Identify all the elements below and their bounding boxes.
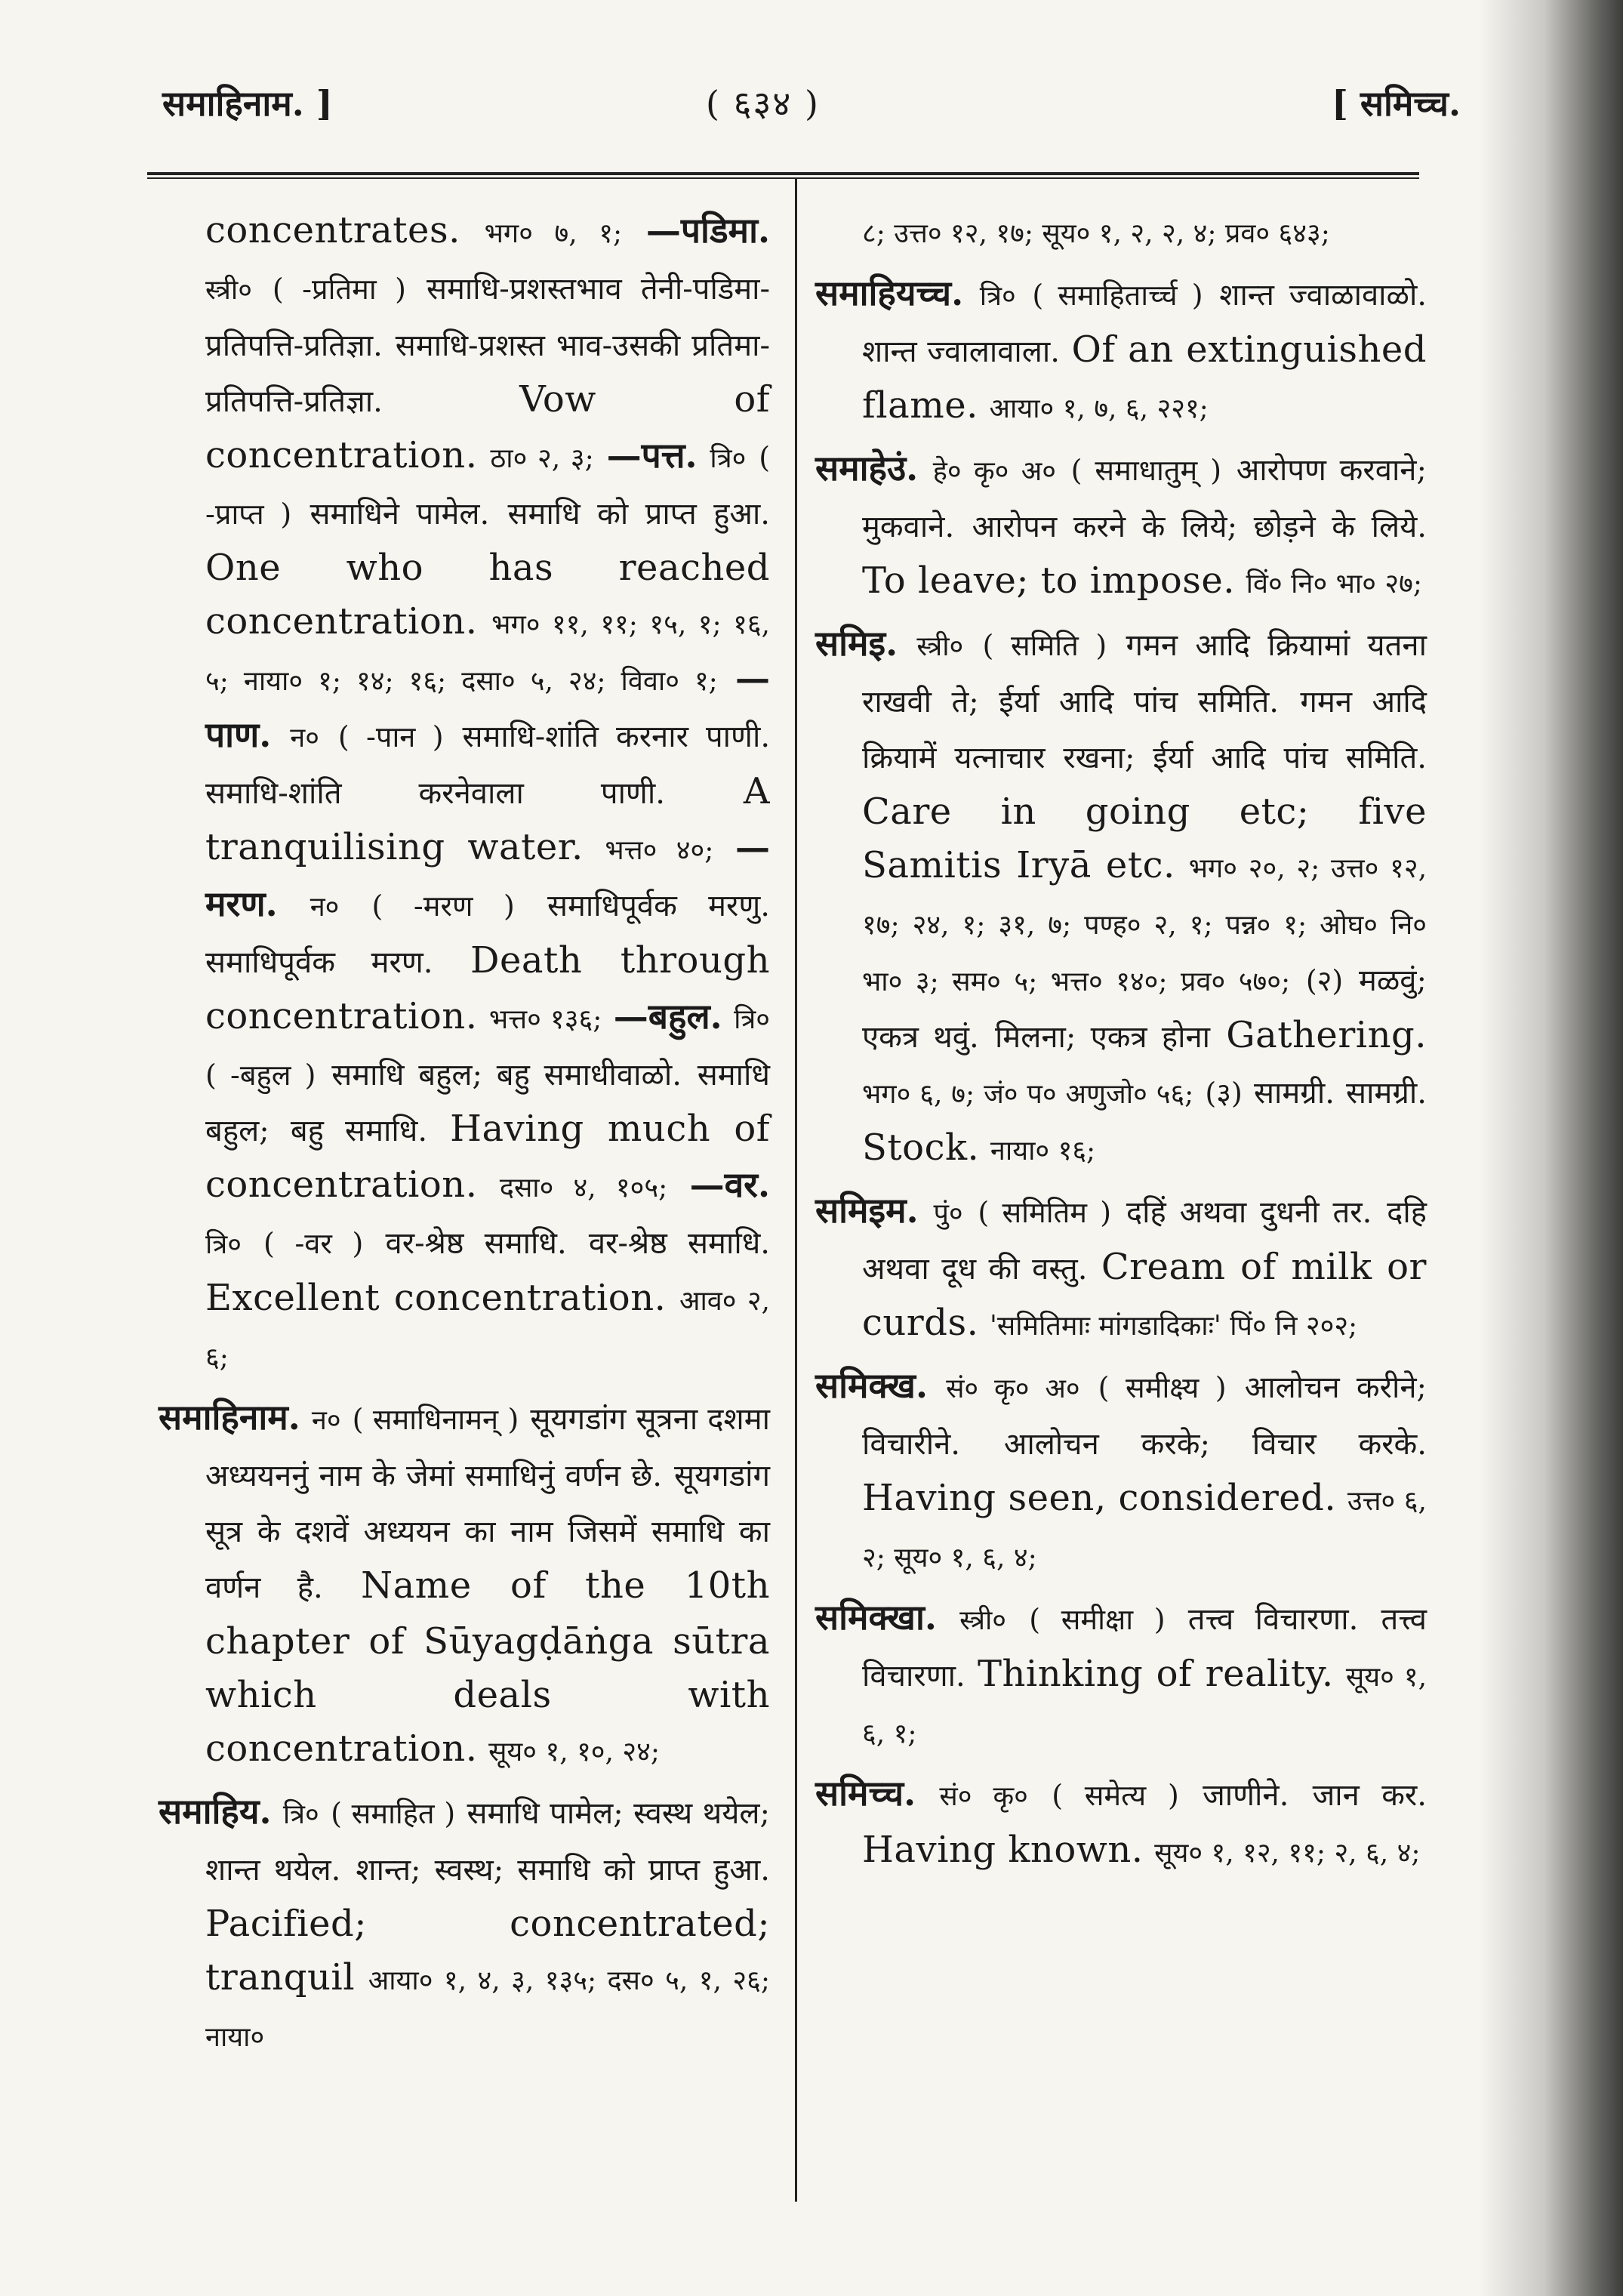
entry-samaheum (815, 442, 1427, 611)
entry-gu: समाधिने पामेल. (310, 497, 490, 532)
entry-hi: आलोचन करके; विचार करके. (1003, 1427, 1427, 1462)
entry-ref: विं० नि० भा० २७; (1246, 569, 1422, 599)
entry-hi: दहि अथवा दूध की वस्तु. (862, 1195, 1427, 1287)
headword: समिइ. (815, 623, 898, 664)
entry-eng: Having much of concentration. (205, 1108, 770, 1206)
entry-gu: समाधिपूर्वक मरणु. (547, 889, 770, 923)
entry-gu: समाधि पामेल; स्वस्थ थयेल; शान्त थयेल. (205, 1796, 770, 1888)
entry-paren: ( -प्राप्त ) (205, 441, 771, 531)
entry-hi: समाधि बहुल; बहु समाधि. (205, 1058, 770, 1148)
entry-paren: ( समिति ) (982, 629, 1107, 662)
entry-hi: सामग्री. (1346, 1076, 1427, 1111)
entry-gram: स्त्री० (959, 1605, 1007, 1636)
entry-hi: समाधि को प्राप्त हुआ. (507, 497, 771, 532)
entry-samikkhaa (815, 1591, 1427, 1761)
entry-num: (२) (1305, 964, 1344, 997)
entry-hi: वर-श्रेष्ठ समाधि. (588, 1226, 771, 1261)
headword: समाहियच्च. (815, 273, 964, 313)
entry-paren: ( समीक्षा ) (1029, 1603, 1166, 1636)
entry-ref: ठा० २, ३; (490, 443, 594, 474)
entry-gram: स्त्री० (205, 275, 252, 306)
entry-ref: आया० १, ४, ३, १३५; दस० ५, १, २६; नाया० (205, 1965, 770, 2053)
headword: समाहेउं. (815, 448, 919, 488)
entry-ref: उत्त० ६, २; सूय० १, ६, ४; (862, 1486, 1427, 1573)
entry-samahinama (159, 1391, 770, 1779)
entry-hi: समाधिपूर्वक मरण. (205, 945, 433, 980)
entry-samahia (159, 1785, 770, 2064)
page-number: ( ६३४ ) (706, 83, 820, 124)
entry-ref: भग० ११, ११; १५, १; १६, ५; नाया० १; १४; १६; दसा० ५, २४; विवा० १; (205, 609, 770, 697)
entry-hi: मिलना; एकत्र होना (994, 1020, 1211, 1055)
entry-dash: —पडिमा. (645, 210, 770, 251)
entry-eng: Excellent concentration. (205, 1277, 667, 1319)
entry-samiima (815, 1184, 1427, 1353)
header-right-guide-word: [ समिच्च. (1332, 83, 1461, 124)
entry-ref: भग० ६, ७; जं० प० अणुजो० ५६; (862, 1079, 1194, 1110)
entry-gu: आरोपण करवाने; मुकवाने. (862, 453, 1427, 544)
entry-eng: Vow of concentration. (205, 378, 770, 476)
entry-hi: तत्त्व विचारणा. (862, 1602, 1427, 1693)
left-column (159, 204, 770, 2070)
entry-paren: ( समेत्य ) (1052, 1779, 1179, 1812)
entry-gu: वर-श्रेष्ठ समाधि. (385, 1226, 567, 1261)
entry-ref: ८; उत्त० १२, १७; सूय० १, २, २, ४; प्रव० ६४३; (862, 218, 1330, 249)
entry-gu: दहिं अथवा दुधनी तर. (1126, 1195, 1372, 1230)
entry-eng: Gathering. (1226, 1014, 1427, 1056)
entry-paren: ( -पान ) (337, 720, 444, 754)
entry-ref: भत्त० ४०; (605, 835, 714, 866)
entry-paren: ( -मरण ) (371, 889, 515, 923)
entry-eng: Having seen, considered. (862, 1477, 1337, 1519)
entry-paren: ( समाहितार्च्च ) (1032, 279, 1203, 312)
entry-hi: शान्त; स्वस्थ; समाधि को प्राप्त हुआ. (356, 1853, 771, 1888)
entry-paren: ( समाहित ) (331, 1797, 456, 1830)
entry-samahiyachcha (815, 267, 1427, 436)
entry-gram: स्त्री० (916, 631, 964, 662)
column-divider (795, 178, 797, 2202)
entry-num: (३) (1205, 1077, 1243, 1110)
right-column (815, 204, 1427, 1886)
entry-gram: सं० कृ० अ० (946, 1373, 1080, 1404)
entry-ref: 'समितिमाः मांगडादिकाः' पिं० नि २०२; (989, 1311, 1358, 1342)
entry-gu: सूयगडांग सूत्रना दशमा अध्ययननुं नाम के जेमां समाधिनुं वर्णन छे. (205, 1402, 771, 1493)
headword: समिच्च. (815, 1773, 916, 1814)
entry-hi: समाधि-प्रशस्त भाव-उसकी प्रतिमा-प्रतिपत्ति-प्रतिज्ञा. (205, 328, 770, 419)
entry-gram: न० (311, 1405, 341, 1436)
entry-ref: भग० २०, २; उत्त० १२, १७; २४, १; ३१, ७; पण्ह० २, १; पन्न० १; ओघ० नि० भा० ३; सम० ५; भत्त० १४०; प्रव० ५७०; (862, 853, 1427, 997)
entry-gu: सामग्री. (1253, 1076, 1335, 1111)
entry-eng: A tranquilising water. (205, 770, 770, 868)
entry-hi: सूयगडांग सूत्र के दशवें अध्ययन का नाम जिसमें समाधि का वर्णन है. (205, 1459, 771, 1605)
entry-gram: त्रि० (734, 1004, 770, 1035)
entry-samichcha (815, 1767, 1427, 1880)
entry-gram: त्रि० (205, 1229, 242, 1260)
entry-ref: सूय० १, ६, १; (862, 1662, 1427, 1749)
entry-gram: न० (290, 723, 319, 754)
headword: समाहिनाम. (159, 1397, 300, 1438)
entry-gu: समाधि बहुल; बहु समाधीवाळो. (331, 1058, 682, 1093)
entry-eng: To leave; to impose. (862, 559, 1236, 602)
entry-ref: आव० २, ६; (205, 1286, 771, 1373)
entry-ref: भत्त० १३६; (488, 1004, 602, 1035)
entry-gu: जाणीने. (1203, 1778, 1289, 1813)
entry-paren: ( समितिम ) (978, 1196, 1112, 1229)
entry-ref: भग० ७, १; (484, 218, 623, 249)
entry-hi: समाधि-शांति करनेवाला पाणी. (205, 776, 665, 811)
entry-eng: Of an extinguished flame. (862, 328, 1427, 427)
entry-eng: Care in going etc; five Samitis Iryā etc. (862, 791, 1427, 886)
entry-eng: concentrates. (205, 209, 460, 251)
entry-gram: त्रि० (710, 443, 747, 474)
entry-paren: ( समीक्ष्य ) (1098, 1371, 1227, 1404)
entry-ref: दसा० ४, १०५; (499, 1173, 668, 1203)
entry-gu: गमन आदि क्रियामां यतना राखवी ते; ईर्या आदि पांच समिति. (862, 628, 1427, 720)
entry-ref: नाया० १६; (990, 1136, 1096, 1166)
running-header (162, 72, 1461, 132)
entry-paren: ( -प्रतिमा ) (272, 273, 406, 306)
entry-eng: Stock. (862, 1126, 980, 1169)
entry-hi: जान कर. (1312, 1778, 1427, 1813)
entry-ref: सूय० १, १२, ११; २, ६, ४; (1154, 1838, 1421, 1869)
entry-gram: त्रि० (979, 281, 1016, 312)
entry-gram: न० (310, 892, 340, 923)
entry-gu: समाधि-प्रशस्तभाव तेनी-पडिमा-प्रतिपत्ति-प्रतिज्ञा. (205, 272, 771, 363)
entry-gu: तत्त्व विचारणा. (1187, 1602, 1359, 1637)
entry-hi: गमन आदि क्रियामें यत्नाचार रखना; ईर्या आदि पांच समिति. (862, 685, 1427, 775)
entry-ref: आया० १, ७, ६, २२१; (989, 393, 1209, 424)
headword: समाहिय. (159, 1791, 272, 1832)
entry-dash: —बहुल. (613, 996, 722, 1037)
entry-eng: Cream of milk or curds. (862, 1246, 1427, 1344)
entry-paren: ( -वर ) (263, 1227, 364, 1260)
entry-paren: ( समाधिनामन् ) (352, 1403, 519, 1436)
entry-hi: आरोपन करने के लिये; छोड़ने के लिये. (972, 510, 1427, 544)
page-edge-shadow (1480, 0, 1623, 2296)
entry-dash: —पाण. (205, 658, 771, 755)
entry-eng: Thinking of reality. (977, 1653, 1334, 1695)
entry-eng: Name of the 10th chapter of Sūyagḍāṅga sūtra which deals with concentration. (205, 1564, 771, 1770)
entry-gram: सं० कृ० (939, 1781, 1028, 1812)
entry-eng: Death through concentration. (205, 939, 771, 1037)
entry-samikkha (815, 1359, 1427, 1585)
entry-continuation (815, 204, 1427, 260)
entry-ref: सूय० १, १०, २४; (488, 1737, 660, 1767)
entry-gu: आलोचन करीने; विचारीने. (862, 1370, 1427, 1462)
entry-samii (815, 617, 1427, 1178)
entry-dash: —पत्त. (606, 435, 698, 476)
entry-dash: —मरण. (205, 827, 771, 924)
entry-gu: शान्त ज्वाळावाळो. (1219, 278, 1427, 313)
entry-gu: समाधि-शांति करनार पाणी. (462, 720, 771, 754)
entry-gram: त्रि० (282, 1799, 319, 1830)
entry-hi: शान्त ज्वालावाला. (862, 334, 1060, 369)
entry-eng: Having known. (862, 1829, 1144, 1871)
entry-paren: ( -बहुल ) (205, 1059, 316, 1092)
headword: समिक्खा. (815, 1597, 937, 1638)
entry-gu: मळवुं; एकत्र थवुं. (862, 963, 1427, 1055)
entry-paren: ( समाधातुम् ) (1070, 454, 1222, 487)
entry-eng: Pacified; concentrated; tranquil (205, 1903, 770, 1999)
entry-dash: —वर. (689, 1164, 771, 1205)
headword: समिइम. (815, 1190, 919, 1231)
entry-gram: हे० कृ० अ० (932, 456, 1056, 487)
header-left-guide-word: समाहिनाम. ] (162, 83, 333, 124)
entry-eng: One who has reached concentration. (205, 547, 770, 643)
entry-gram: पुं० (933, 1198, 963, 1229)
headword: समिक्ख. (815, 1365, 928, 1406)
entry-continuation (159, 204, 770, 1385)
header-rule (147, 172, 1419, 179)
